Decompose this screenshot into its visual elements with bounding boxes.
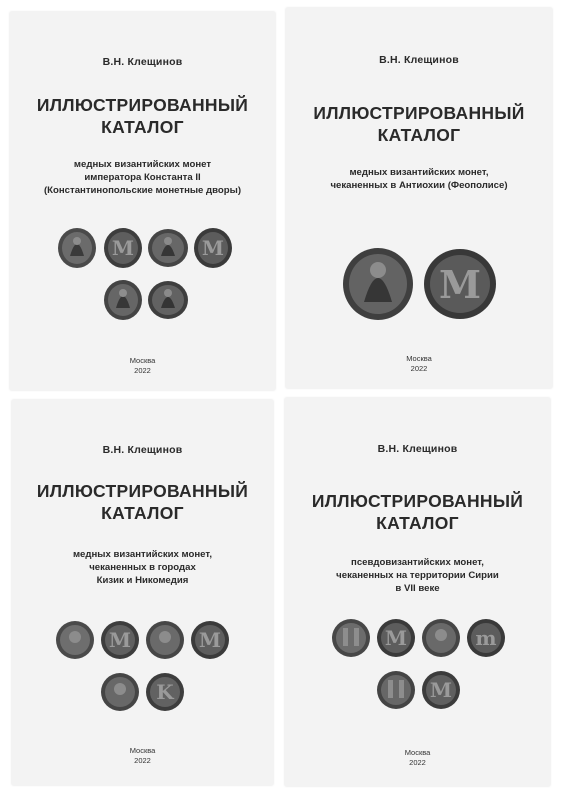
coin-image (101, 673, 139, 711)
cover-subtitle-line: в VII веке (395, 583, 440, 594)
cover-city: Москва (404, 748, 431, 757)
coin-image (104, 280, 142, 320)
cover-author: В.Н. Клещинов (379, 54, 459, 66)
cover-title-line: КАТАЛОГ (377, 125, 461, 145)
coin-image (101, 621, 139, 659)
cover-imprint (10, 356, 275, 376)
coin-image (56, 621, 94, 659)
cover-title-line: ИЛЛЮСТРИРОВАННЫЙ (36, 481, 249, 501)
book-cover-1 (10, 12, 275, 390)
coin-image (146, 673, 184, 711)
coin-image (377, 619, 415, 657)
cover-subtitle (16, 158, 269, 197)
coin-image (58, 228, 96, 268)
coin-image (424, 249, 496, 319)
cover-subtitle-line: императора Константа II (84, 172, 201, 183)
coin-image (377, 671, 415, 709)
cover-title (12, 480, 273, 524)
cover-author: В.Н. Клещинов (102, 56, 183, 68)
coin-illustrations (286, 244, 552, 324)
cover-imprint (12, 746, 273, 766)
cover-title (286, 102, 552, 146)
cover-subtitle-line: псевдовизантийских монет, (351, 557, 484, 568)
cover-imprint (285, 748, 550, 768)
cover-subtitle-line: чеканенных в городах (89, 562, 196, 573)
coin-illustrations (12, 618, 273, 718)
cover-title-line: КАТАЛОГ (101, 503, 184, 523)
cover-subtitle-line: (Константинопольские монетные дворы) (43, 185, 242, 196)
coin-image (148, 229, 188, 267)
book-cover-2 (286, 8, 552, 388)
svg-text:m: m (474, 626, 497, 650)
cover-year: 2022 (134, 756, 151, 765)
svg-text:M: M (111, 236, 134, 260)
coins-image (334, 244, 504, 324)
cover-title (10, 94, 275, 138)
svg-text:K: K (155, 680, 174, 704)
coins-image (43, 618, 243, 718)
cover-subtitle (291, 556, 544, 595)
cover-subtitle-line: чеканенных в Антиохии (Феополисе) (330, 180, 508, 191)
cover-subtitle (292, 166, 546, 192)
cover-subtitle-line: чеканенных на территории Сирии (336, 570, 499, 581)
cover-subtitle-line: медных византийских монет, (72, 549, 213, 560)
coin-illustrations (285, 616, 550, 716)
coin-illustrations (10, 226, 275, 326)
cover-subtitle-line: медных византийских монет, (349, 167, 489, 178)
coin-image (148, 281, 188, 319)
cover-year: 2022 (409, 758, 426, 767)
cover-title-line: ИЛЛЮСТРИРОВАННЫЙ (36, 95, 249, 115)
coin-image (191, 621, 229, 659)
book-cover-3 (12, 400, 273, 785)
cover-city: Москва (129, 356, 156, 365)
svg-text:M: M (429, 678, 452, 702)
cover-year: 2022 (134, 366, 151, 375)
cover-city: Москва (129, 746, 156, 755)
cover-title-line: ИЛЛЮСТРИРОВАННЫЙ (313, 103, 525, 123)
coin-image (104, 228, 142, 268)
cover-city: Москва (406, 354, 432, 363)
cover-year: 2022 (410, 364, 428, 373)
cover-subtitle-line: медных византийских монет (73, 159, 212, 170)
svg-text:M: M (438, 262, 482, 307)
svg-text:M: M (198, 628, 221, 652)
coin-image (343, 248, 413, 320)
coin-image (422, 619, 460, 657)
svg-text:M: M (201, 236, 224, 260)
coin-image (332, 619, 370, 657)
cover-title (285, 490, 550, 534)
cover-imprint (286, 354, 552, 374)
coins-image (43, 226, 243, 326)
cover-author: В.Н. Клещинов (102, 444, 183, 456)
coin-image (467, 619, 505, 657)
cover-subtitle-line: Кизик и Никомедия (96, 575, 189, 586)
coin-image (422, 671, 460, 709)
cover-title-line: КАТАЛОГ (101, 117, 184, 137)
cover-author: В.Н. Клещинов (377, 443, 458, 455)
cover-subtitle (18, 548, 267, 587)
coins-image (318, 616, 518, 716)
coin-image (146, 621, 184, 659)
coin-image (194, 228, 232, 268)
svg-text:M: M (108, 628, 131, 652)
svg-text:M: M (384, 626, 407, 650)
cover-title-line: ИЛЛЮСТРИРОВАННЫЙ (311, 491, 524, 511)
cover-title-line: КАТАЛОГ (376, 513, 459, 533)
book-cover-4 (285, 398, 550, 786)
